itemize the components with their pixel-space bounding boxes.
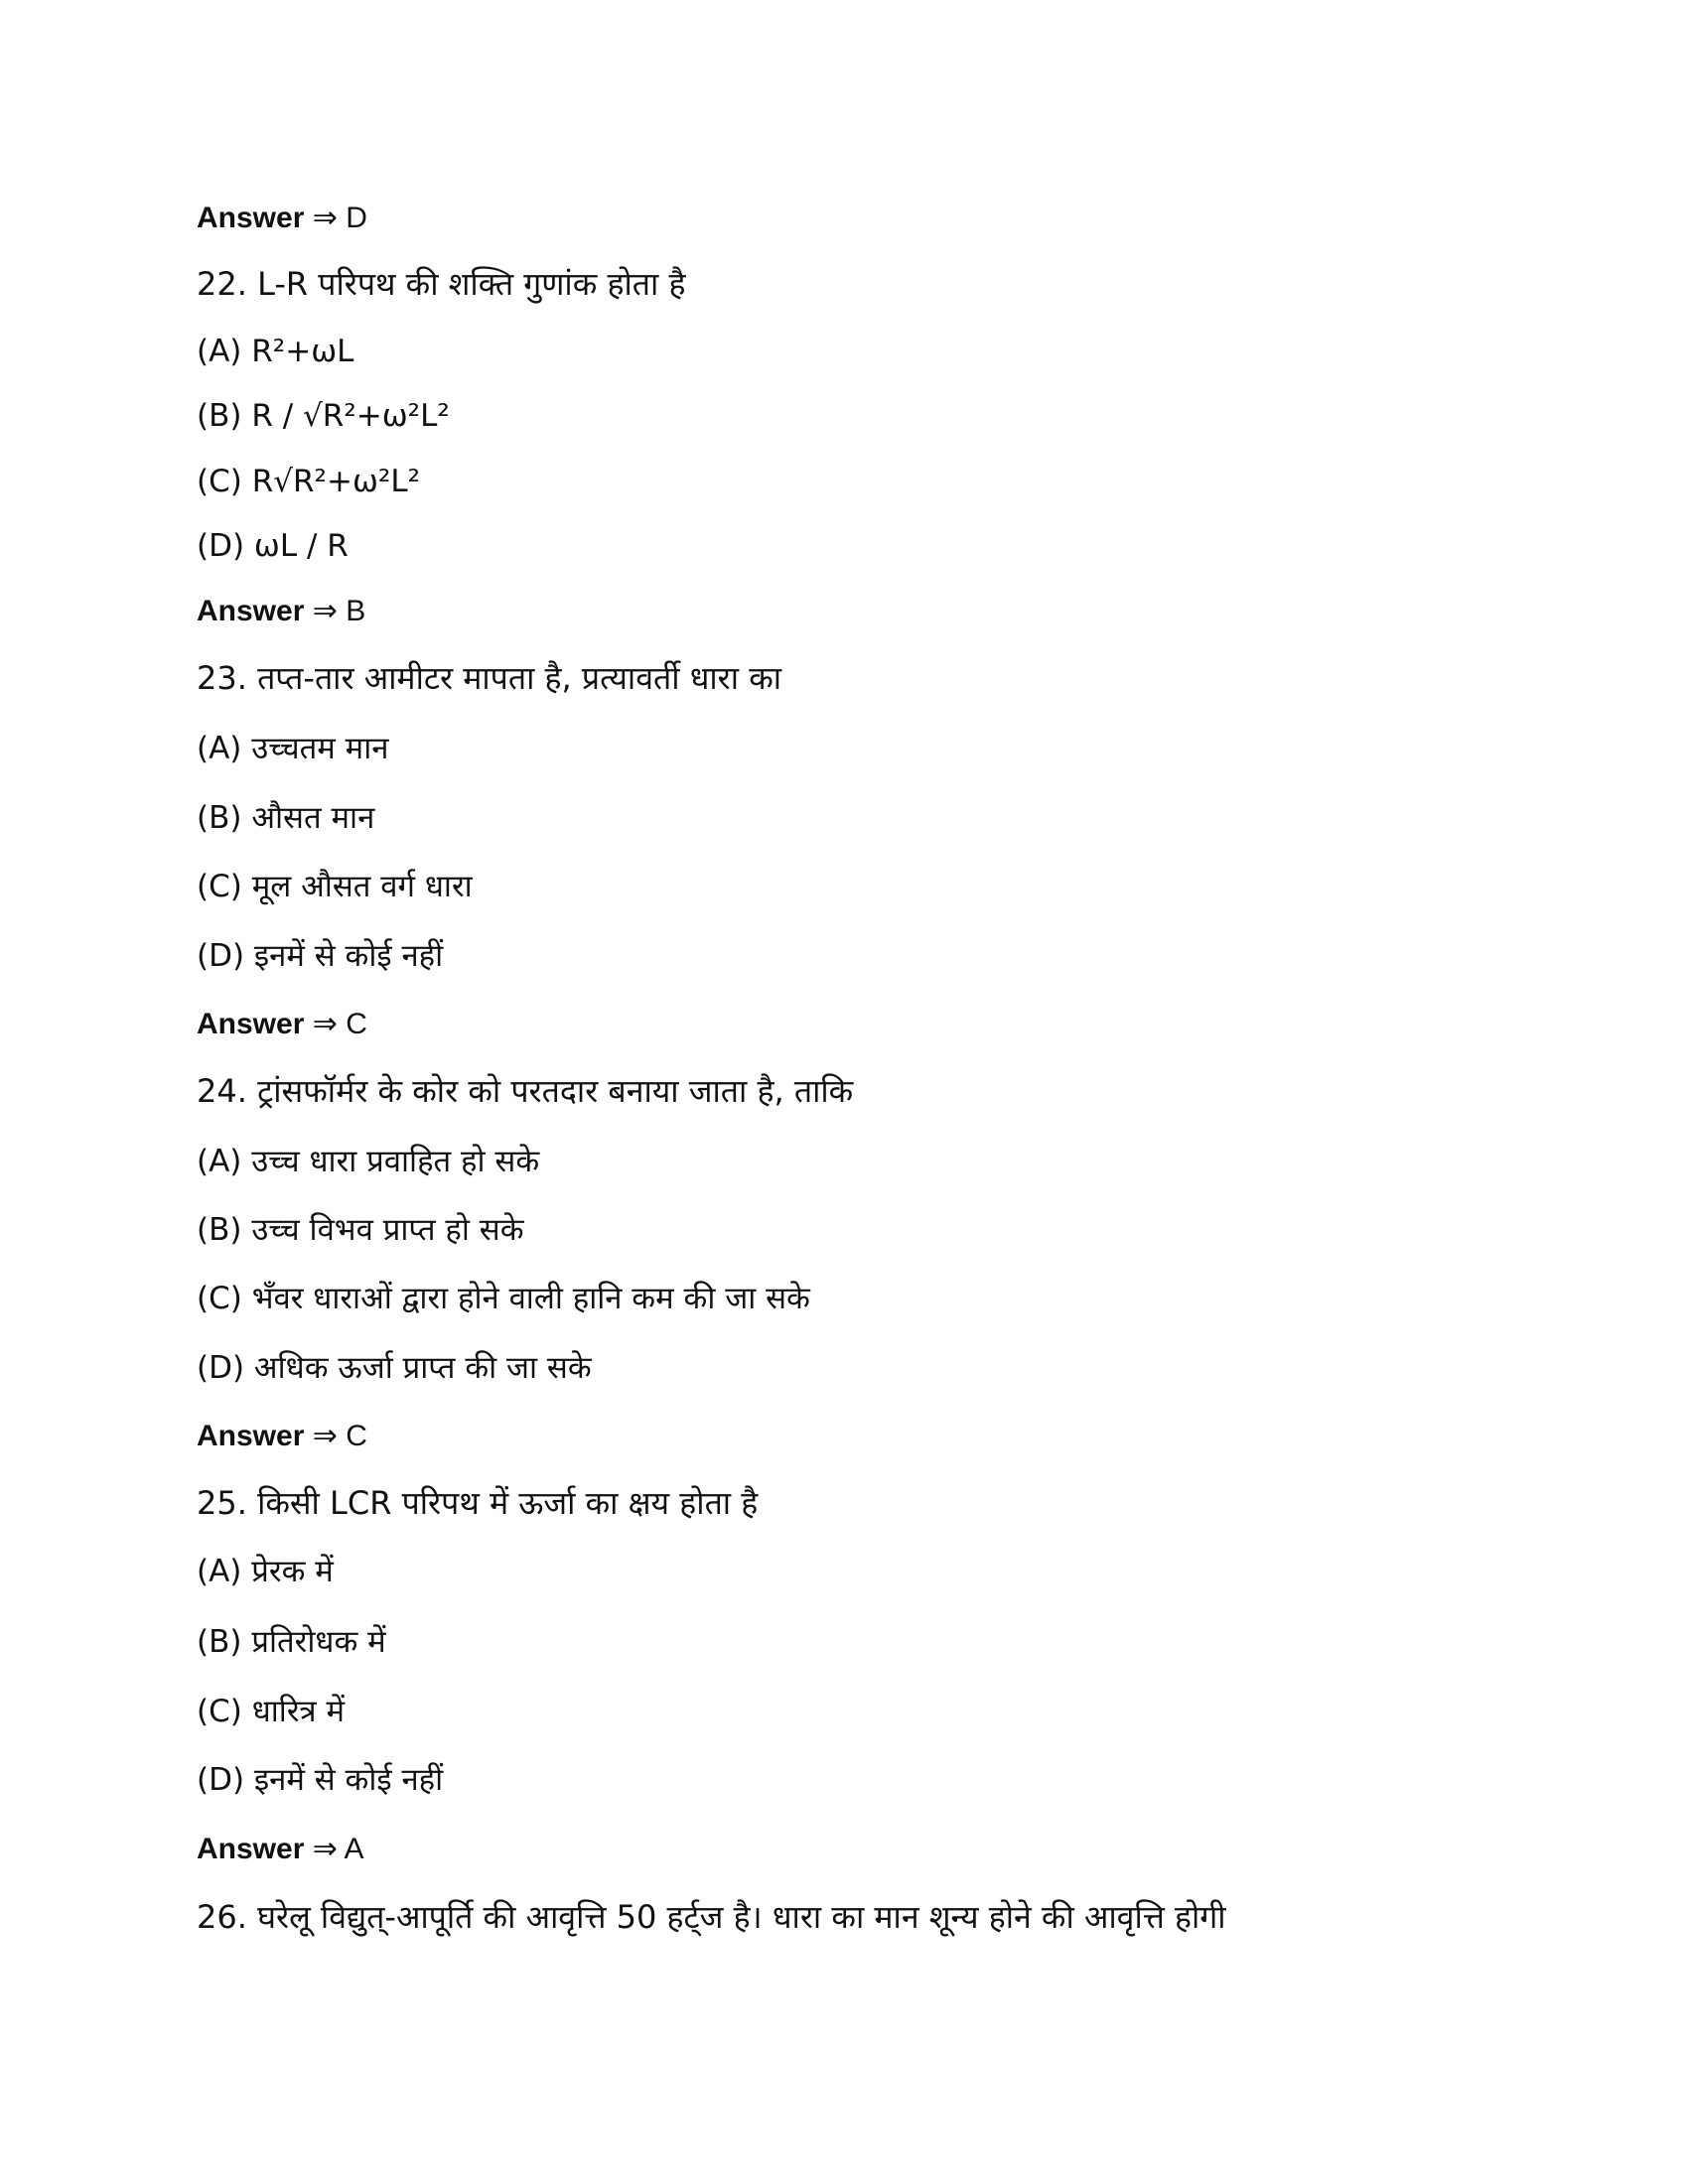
option-a [197,1552,334,1591]
arrow-icon: ⇒ [312,202,338,234]
option-text: ωL / R [253,528,349,564]
option-a [197,1142,539,1181]
answer-value: A [344,1833,364,1865]
option-c [197,1692,345,1731]
option-text: धारित्र में [251,1694,346,1729]
question-number: 26. [197,1898,247,1936]
option-c [197,867,473,906]
option-a [197,332,353,371]
question-23 [197,658,781,698]
option-key: (B) [197,398,242,434]
option-key: (C) [197,1281,242,1316]
option-key: (A) [197,1554,242,1589]
question-24 [197,1071,853,1111]
option-key: (D) [197,528,245,564]
answer-line [197,199,367,238]
option-key: (D) [197,1762,245,1798]
option-key: (C) [197,1694,242,1729]
question-text: ट्रांसफॉर्मर के कोर को परतदार बनाया जाता है, ताकि [257,1072,854,1110]
option-b [197,798,374,838]
answer-line [197,1417,367,1456]
option-key: (B) [197,1212,242,1248]
question-25 [197,1483,758,1523]
question-26 [197,1897,1226,1937]
option-key: (A) [197,334,242,369]
option-text: उच्च विभव प्राप्त हो सके [251,1212,524,1248]
question-22 [197,264,685,304]
option-d [197,1760,443,1800]
option-text: भँवर धाराओं द्वारा होने वाली हानि कम की जा सके [251,1281,810,1316]
question-number: 23. [197,659,247,697]
option-b [197,1622,386,1662]
answer-label: Answer [197,1008,305,1040]
option-text: इनमें से कोई नहीं [253,938,444,974]
arrow-icon: ⇒ [312,1008,338,1040]
answer-label: Answer [197,1833,305,1865]
option-text: अधिक ऊर्जा प्राप्त की जा सके [253,1350,592,1386]
question-number: 25. [197,1484,247,1522]
answer-line [197,592,365,631]
option-a [197,729,388,768]
option-text: उच्चतम मान [251,731,389,766]
question-text: किसी LCR परिपथ में ऊर्जा का क्षय होता है [257,1484,759,1522]
option-text: प्रेरक में [251,1554,334,1589]
option-text: प्रतिरोधक में [251,1624,386,1660]
option-text: मूल औसत वर्ग धारा [251,869,473,904]
answer-label: Answer [197,202,305,234]
question-text: L-R परिपथ की शक्ति गुणांक होता है [257,265,686,303]
answer-label: Answer [197,595,305,627]
option-key: (A) [197,731,242,766]
question-number: 22. [197,265,247,303]
option-b [197,1210,524,1250]
answer-line [197,1005,367,1044]
option-key: (C) [197,869,242,904]
option-key: (D) [197,938,245,974]
question-number: 24. [197,1072,247,1110]
option-d [197,526,349,566]
option-text: इनमें से कोई नहीं [253,1762,444,1798]
answer-value: B [346,595,366,627]
option-b [197,396,450,436]
option-key: (B) [197,800,242,836]
option-key: (B) [197,1624,242,1660]
question-text: घरेलू विद्युत्-आपूर्ति की आवृत्ति 50 हर्ट्ज है। धारा का मान शून्य होने की आवृत्ति होगी [257,1898,1226,1936]
option-d [197,936,443,976]
question-text: तप्त-तार आमीटर मापता है, प्रत्यावर्ती धारा का [257,659,782,697]
option-text: R²+ωL [251,334,354,369]
option-text: R√R²+ω²L² [251,464,421,499]
arrow-icon: ⇒ [312,1420,338,1452]
answer-value: C [346,1008,367,1040]
answer-label: Answer [197,1420,305,1452]
option-c [197,1279,810,1318]
answer-value: C [346,1420,367,1452]
option-text: R / √R²+ω²L² [251,398,450,434]
answer-line [197,1830,364,1869]
option-text: औसत मान [251,800,375,836]
option-key: (D) [197,1350,245,1386]
option-c [197,462,420,501]
arrow-icon: ⇒ [312,1833,338,1865]
option-key: (A) [197,1144,242,1179]
option-text: उच्च धारा प्रवाहित हो सके [251,1144,540,1179]
option-d [197,1348,592,1388]
answer-value: D [346,202,367,234]
arrow-icon: ⇒ [312,595,338,627]
option-key: (C) [197,464,242,499]
